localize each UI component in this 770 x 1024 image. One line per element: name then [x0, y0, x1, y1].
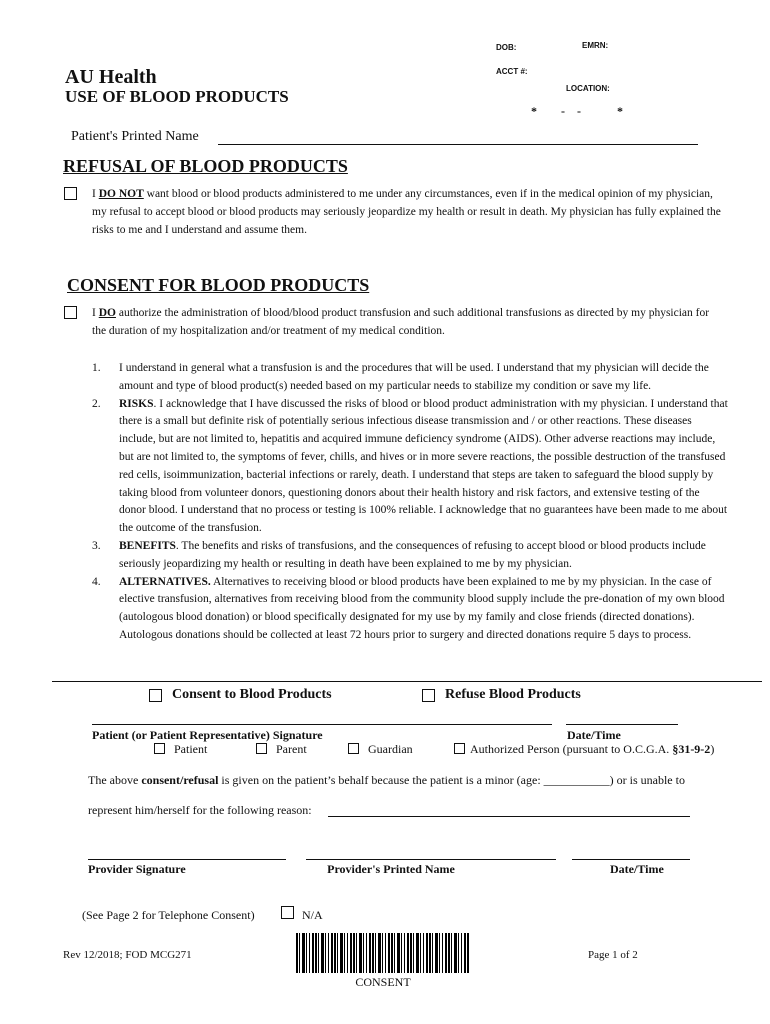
patient-signature-field[interactable] — [92, 724, 552, 725]
refuse-blood-label: Refuse Blood Products — [445, 687, 581, 702]
telephone-consent-note: (See Page 2 for Telephone Consent) — [82, 908, 255, 922]
provider-datetime-field[interactable] — [572, 859, 690, 860]
consent-statement: I DO authorize the administration of blood/blood product transfusion and such additional transfusions as directed by my physician for the duration of my hospitalization and/or treatment of my medical condition. — [92, 307, 710, 337]
provider-name-label: Provider's Printed Name — [327, 862, 455, 876]
patient-name-label: Patient's Printed Name — [71, 129, 199, 144]
dob-label: DOB: — [496, 43, 517, 52]
reason-label: represent him/herself for the following reason: — [88, 803, 312, 817]
provider-signature-field[interactable] — [88, 859, 286, 860]
role-parent-checkbox[interactable] — [256, 743, 267, 754]
refusal-statement: I DO NOT want blood or blood products administered to me under any circumstances, even if in the medical opinion of my physician, my refusal to accept blood or blood products may seriously jeopardize my health or result in death. My physician has fully explained the risks to me and I understand and assume them. — [92, 188, 721, 236]
list-item: 2. RISKS. I acknowledge that I have discussed the risks of blood or blood product administration with my physician. I understand that there is a small but definite risk of potentially serious infectious disease transmission and / or other reactions. These diseases include, but are not limited to, hepatitis and acquired immune deficiency syndrome (AIDS). Other adverse reactions may include, but are not limited to, the symptoms of fever, chills, and hives or in more severe reactions, the possible destruction of the transfused red cells, isoimmunization, bacterial infections or rarely, death. I understand that steps are taken to safeguard the blood supply by taking blood from volunteer donors, questioning donors about their health history and risk factors, and extensive testing of the donor blood. I understand that no process or testing is 100% reliable. I acknowledge that no guarantees have been made to me about the outcome of the transfusion. — [92, 397, 728, 535]
emrn-label: EMRN: — [582, 41, 609, 50]
location-label: LOCATION: — [566, 84, 610, 93]
barcode-icon — [296, 933, 470, 973]
role-parent[interactable]: Parent — [256, 742, 307, 757]
minor-statement: The above consent/refusal is given on the patient’s behalf because the patient is a minor (age: ___________) or is unable to — [88, 773, 685, 787]
form-title: USE OF BLOOD PRODUCTS — [65, 87, 289, 106]
role-patient[interactable]: Patient — [154, 742, 207, 757]
refusal-checkbox[interactable] — [64, 187, 77, 200]
patient-name-field[interactable] — [218, 144, 698, 145]
provider-name-field[interactable] — [306, 859, 556, 860]
patient-signature-label: Patient (or Patient Representative) Signature — [92, 728, 323, 742]
na-label: N/A — [302, 908, 323, 922]
role-patient-checkbox[interactable] — [154, 743, 165, 754]
barcode-caption: CONSENT — [355, 975, 411, 989]
role-guardian-checkbox[interactable] — [348, 743, 359, 754]
list-item: 4. ALTERNATIVES. Alternatives to receiving blood or blood products have been explained to me by my physician. In the case of elective transfusion, alternatives from receiving blood from the community blood supply include the pre-donation of my own blood (autologous blood donation) or blood specifically designated for my use by my family and close friends (directed donations). Autologous donations should be collected at least 72 hours prior to surgery and directed donations require 5 days to process. — [92, 575, 725, 641]
role-authorized-person[interactable]: Authorized Person (pursuant to O.C.G.A. §31-9-2) — [454, 742, 714, 757]
patient-datetime-label: Date/Time — [567, 728, 621, 742]
list-item: 3. BENEFITS. The benefits and risks of transfusions, and the consequences of refusing to accept blood or blood products include seriously jeopardizing my health or resulting in death have been explained to me by my physician. — [92, 539, 706, 570]
na-checkbox[interactable] — [281, 906, 294, 919]
patient-datetime-field[interactable] — [566, 724, 678, 725]
refusal-heading: REFUSAL OF BLOOD PRODUCTS — [63, 156, 348, 176]
header-marks: * - - * — [531, 104, 623, 118]
provider-signature-label: Provider Signature — [88, 862, 186, 876]
refuse-blood-checkbox[interactable] — [422, 689, 435, 702]
provider-datetime-label: Date/Time — [610, 862, 664, 876]
page-number: Page 1 of 2 — [588, 949, 638, 961]
consent-to-blood-label: Consent to Blood Products — [172, 687, 332, 702]
role-guardian[interactable]: Guardian — [348, 742, 413, 757]
consent-heading: CONSENT FOR BLOOD PRODUCTS — [67, 275, 370, 295]
acct-label: ACCT #: — [496, 67, 528, 76]
revision-label: Rev 12/2018; FOD MCG271 — [63, 949, 192, 961]
consent-items — [92, 360, 728, 645]
consent-checkbox[interactable] — [64, 306, 77, 319]
section-divider — [52, 681, 762, 682]
list-item: 1. I understand in general what a transfusion is and the procedures that will be used. I understand that my physician will decide the amount and type of blood product(s) needed based on my particular needs to stabilize my condition or save my life. — [92, 362, 709, 392]
role-authorized-checkbox[interactable] — [454, 743, 465, 754]
reason-field[interactable] — [328, 816, 690, 817]
org-name: AU Health — [65, 66, 157, 88]
consent-to-blood-checkbox[interactable] — [149, 689, 162, 702]
